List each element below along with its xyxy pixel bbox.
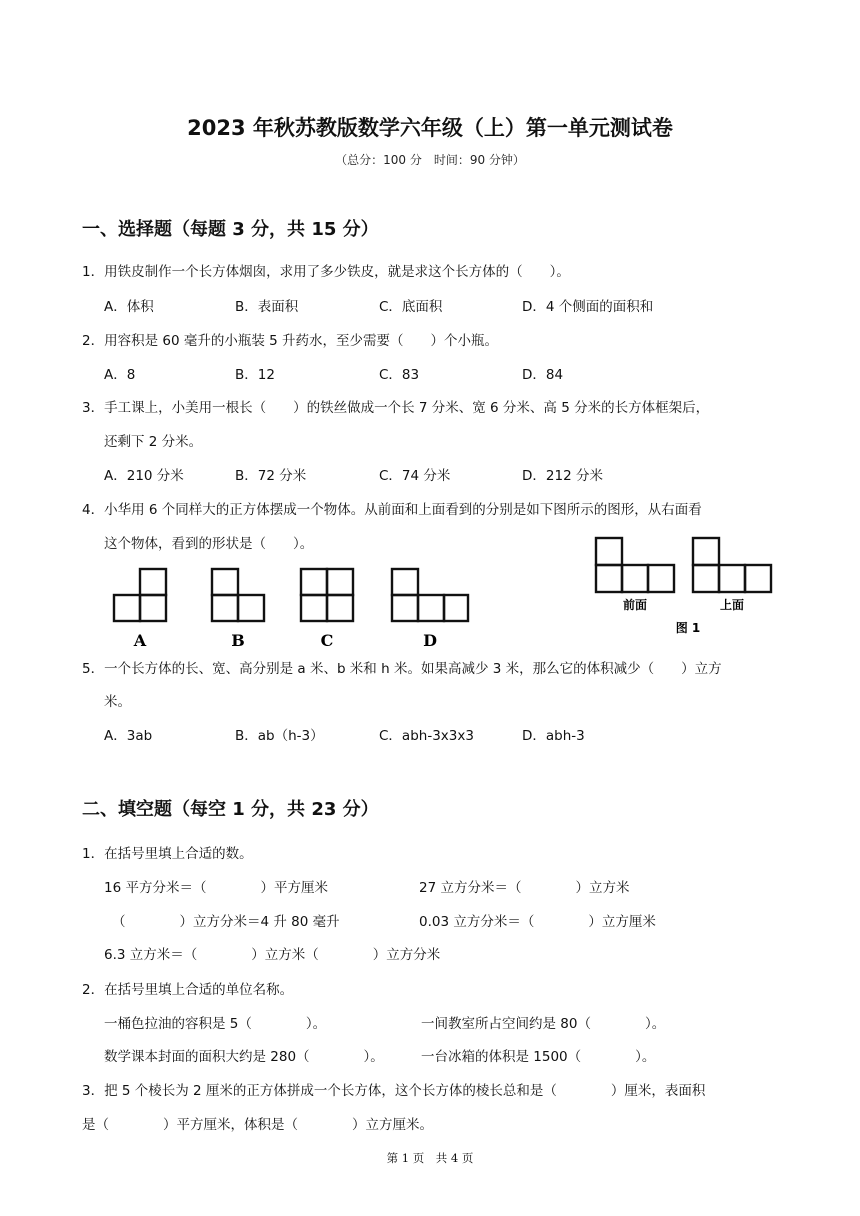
fill-q2-stem: 2．在括号里填上合适的单位名称。 <box>82 982 294 998</box>
q4-view-figures <box>590 532 780 642</box>
figure-a-shape <box>114 569 166 621</box>
section2-heading: 二、填空题（每空 1 分，共 23 分） <box>82 799 379 820</box>
fill-q1-row1-right: 27 立方分米＝（ ）立方米 <box>419 880 630 896</box>
figure-c-label: C <box>320 631 334 650</box>
q4-stem-line1: 4．小华用 6 个同样大的正方体摆成一个物体。从前面和上面看到的分别是如下图所示的图形，从右面看 <box>82 502 702 518</box>
q1-option-b: B．表面积 <box>235 299 299 315</box>
q2-option-c: C．83 <box>379 367 420 383</box>
page-title: 2023 年秋苏教版数学六年级（上）第一单元测试卷 <box>187 116 673 140</box>
q3-option-a: A．210 分米 <box>104 468 184 484</box>
page-footer: 第 1 页 共 4 页 <box>386 1151 474 1165</box>
figure-d-shape <box>392 569 468 621</box>
q3-stem-line2: 还剩下 2 分米。 <box>104 434 203 450</box>
q5-option-c: C．abh-3x3x3 <box>379 728 474 744</box>
q2-stem: 2．用容积是 60 毫升的小瓶装 5 升药水，至少需要（ ）个小瓶。 <box>82 333 499 349</box>
q5-option-b: B．ab（h-3） <box>235 728 324 744</box>
fill-q3-line1: 3．把 5 个棱长为 2 厘米的正方体拼成一个长方体，这个长方体的棱长总和是（ ）厘米，表面积 <box>82 1083 706 1099</box>
q2-option-d: D．84 <box>522 367 564 383</box>
q3-option-b: B．72 分米 <box>235 468 307 484</box>
figure-caption: 图 1 <box>675 621 701 635</box>
page-subtitle: （总分：100 分 时间：90 分钟） <box>335 153 525 167</box>
fill-q2-row2-right: 一台冰箱的体积是 1500（ ）。 <box>421 1049 656 1065</box>
q1-stem: 1．用铁皮制作一个长方体烟囱，求用了多少铁皮，就是求这个长方体的（ ）。 <box>82 264 570 280</box>
q5-option-a: A．3ab <box>104 728 153 744</box>
front-view-label: 前面 <box>622 598 648 612</box>
q3-option-c: C．74 分米 <box>379 468 451 484</box>
q5-option-d: D．abh-3 <box>522 728 585 744</box>
fill-q2-row1-right: 一间教室所占空间约是 80（ ）。 <box>421 1016 666 1032</box>
figure-a-label: A <box>133 631 147 650</box>
fill-q1-row2-left: （ ）立方分米＝4 升 80 毫升 <box>112 914 340 930</box>
fill-q1-row1-left: 16 平方分米＝（ ）平方厘米 <box>104 880 328 896</box>
figure-b-shape <box>212 569 264 621</box>
q4-option-figures <box>100 560 480 655</box>
front-view-shape <box>596 538 674 592</box>
fill-q1-stem: 1．在括号里填上合适的数。 <box>82 846 253 862</box>
fill-q1-row2-right: 0.03 立方分米＝（ ）立方厘米 <box>419 914 656 930</box>
q2-option-a: A．8 <box>104 367 136 383</box>
q2-option-b: B．12 <box>235 367 275 383</box>
fill-q3-line2: 是（ ）平方厘米，体积是（ ）立方厘米。 <box>82 1117 433 1133</box>
q1-option-c: C．底面积 <box>379 299 443 315</box>
figure-b-label: B <box>231 631 245 650</box>
q3-stem-line1: 3．手工课上，小美用一根长（ ）的铁丝做成一个长 7 分米、宽 6 分米、高 5 分米的长方体框架后， <box>82 400 710 416</box>
top-view-label: 上面 <box>719 598 745 612</box>
q5-stem-line1: 5．一个长方体的长、宽、高分别是 a 米、b 米和 h 米。如果高减少 3 米，那么它的体积减少（ ）立方 <box>82 661 722 677</box>
q3-option-d: D．212 分米 <box>522 468 603 484</box>
fill-q2-row2-left: 数学课本封面的面积大约是 280（ ）。 <box>104 1049 384 1065</box>
section1-heading: 一、选择题（每题 3 分，共 15 分） <box>82 219 379 240</box>
fill-q1-row3: 6.3 立方米＝（ ）立方米（ ）立方分米 <box>104 947 441 963</box>
fill-q2-row1-left: 一桶色拉油的容积是 5（ ）。 <box>104 1016 327 1032</box>
q5-stem-line2: 米。 <box>104 694 131 710</box>
figure-c-shape <box>301 569 353 621</box>
figure-d-label: D <box>423 631 437 650</box>
q4-stem-line2: 这个物体，看到的形状是（ ）。 <box>104 536 314 552</box>
top-view-shape <box>693 538 771 592</box>
q1-option-a: A．体积 <box>104 299 154 315</box>
q1-option-d: D．4 个侧面的面积和 <box>522 299 654 315</box>
